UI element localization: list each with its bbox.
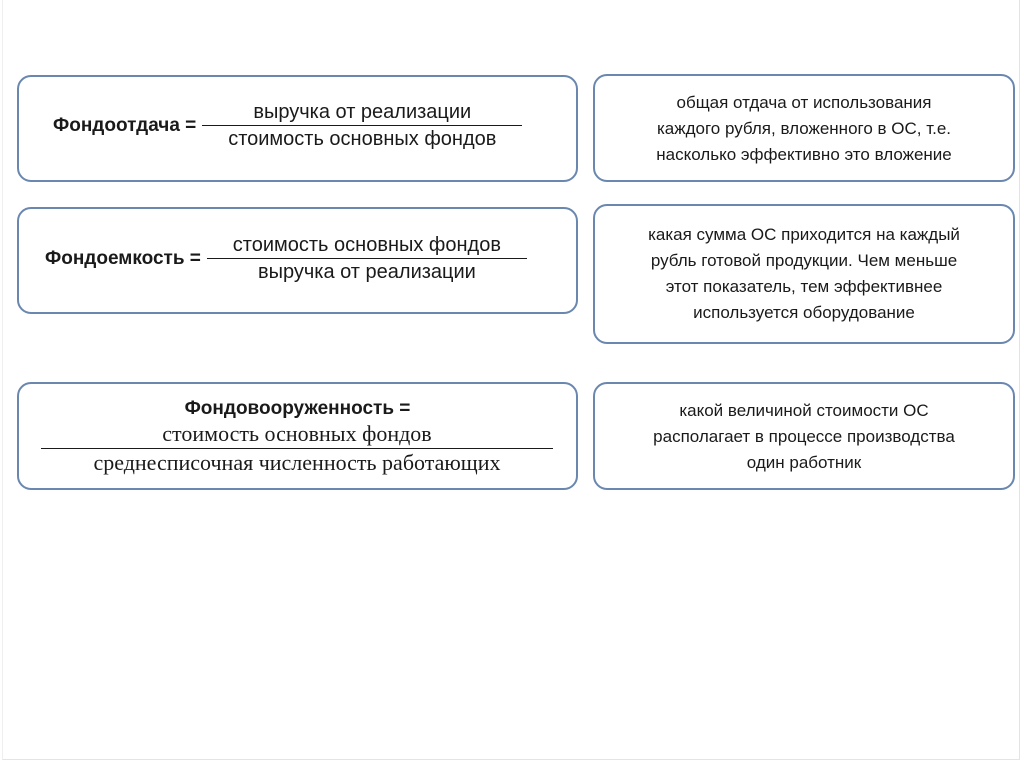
fraction-denominator: выручка от реализации [257,261,476,283]
formula-box-fondovooruzhennost [17,382,578,490]
description-line: общая отдача от использования [676,93,932,112]
description-text [595,222,1013,326]
description-box-fondoemkost [593,204,1015,344]
description-text [595,398,1013,476]
description-line: рубль готовой продукции. Чем меньше [650,251,958,270]
description-line: каждого рубля, вложенного в ОС, т.е. [656,119,952,138]
formula-box-fondoemkost [17,207,578,314]
description-line: используется оборудование [693,303,915,322]
fraction-bar [202,125,522,126]
fraction-bar [41,448,553,449]
description-box-fondootdacha [593,74,1015,182]
fraction-numerator: стоимость основных фондов [232,234,501,256]
formula-box-fondootdacha [17,75,578,182]
description-line: какой величиной стоимости ОС [679,401,929,420]
fraction-bar [207,258,527,259]
description-line: насколько эффективно это вложение [656,145,952,164]
fraction-denominator: среднесписочная численность работающих [93,450,501,475]
description-box-fondovooruzhennost [593,382,1015,490]
fraction-numerator: стоимость основных фондов [162,421,432,446]
formula-label: Фондоемкость = [45,247,201,269]
formula-label: Фондовооруженность = [184,398,411,419]
formula-row [53,100,522,151]
description-line: этот показатель, тем эффективнее [665,277,943,296]
description-line: располагает в процессе производства [653,427,955,446]
description-line: один работник [746,453,862,472]
fraction-numerator: выручка от реализации [253,101,472,123]
fraction [207,233,527,284]
fraction [202,100,522,151]
fraction-denominator: стоимость основных фондов [228,128,497,150]
fraction [41,422,553,475]
formula-label: Фондоотдача = [53,114,197,136]
description-line: какая сумма ОС приходится на каждый [648,225,960,244]
formula-row [45,233,527,284]
description-text [595,90,1013,168]
